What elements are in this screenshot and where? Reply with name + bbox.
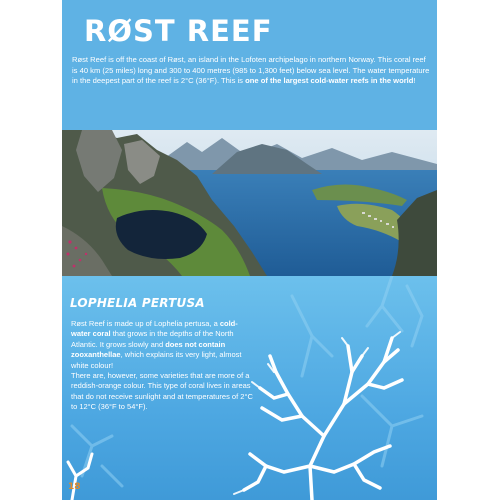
bold-run: does not contain zooxanthellae	[71, 339, 226, 360]
coral-small-branches	[234, 332, 400, 494]
intro-text-2: !	[413, 76, 416, 86]
intro-text-1: Røst Reef is off the coast of Røst, an island in the Lofoten archipelago in northern Norway. This coral reef is 40 km (25 miles) long and 300 to 400 metres (985 to 1,300 feet) below sea level. The water temperature in the deepest part of the reef is 2°C (36°F). This is	[72, 55, 430, 86]
intro-paragraph	[72, 55, 430, 87]
bold-run: cold-water coral	[71, 319, 238, 339]
lophelia-panel	[62, 276, 437, 500]
white-coral	[244, 338, 402, 500]
intro-emphasis: one of the largest cold-water reefs in the world	[245, 76, 414, 86]
section-body	[71, 319, 253, 413]
page-title: RØST REEF	[84, 14, 273, 48]
landscape-photo	[62, 130, 437, 276]
section-title: LOPHELIA PERTUSA	[70, 296, 205, 310]
intro-panel	[62, 0, 437, 130]
section-paragraph-1	[71, 319, 253, 371]
text-run: Røst Reef is made up of Lophelia pertusa, a	[71, 319, 220, 328]
text-run: , which explains its very light, almost white colour!	[71, 350, 242, 370]
section-paragraph-2: There are, however, some varieties that are more of a reddish-orange colour. This type of coral lives in areas that do not receive sunlight and at temperatures of 2°C to 12°C (36°F to 54°F).	[71, 371, 253, 412]
text-run: that grows in the depths of the North Atlantic. It grows slowly and	[71, 329, 234, 349]
landscape-illustration	[62, 130, 437, 276]
page-number: 18	[68, 482, 81, 492]
book-page	[62, 0, 437, 500]
